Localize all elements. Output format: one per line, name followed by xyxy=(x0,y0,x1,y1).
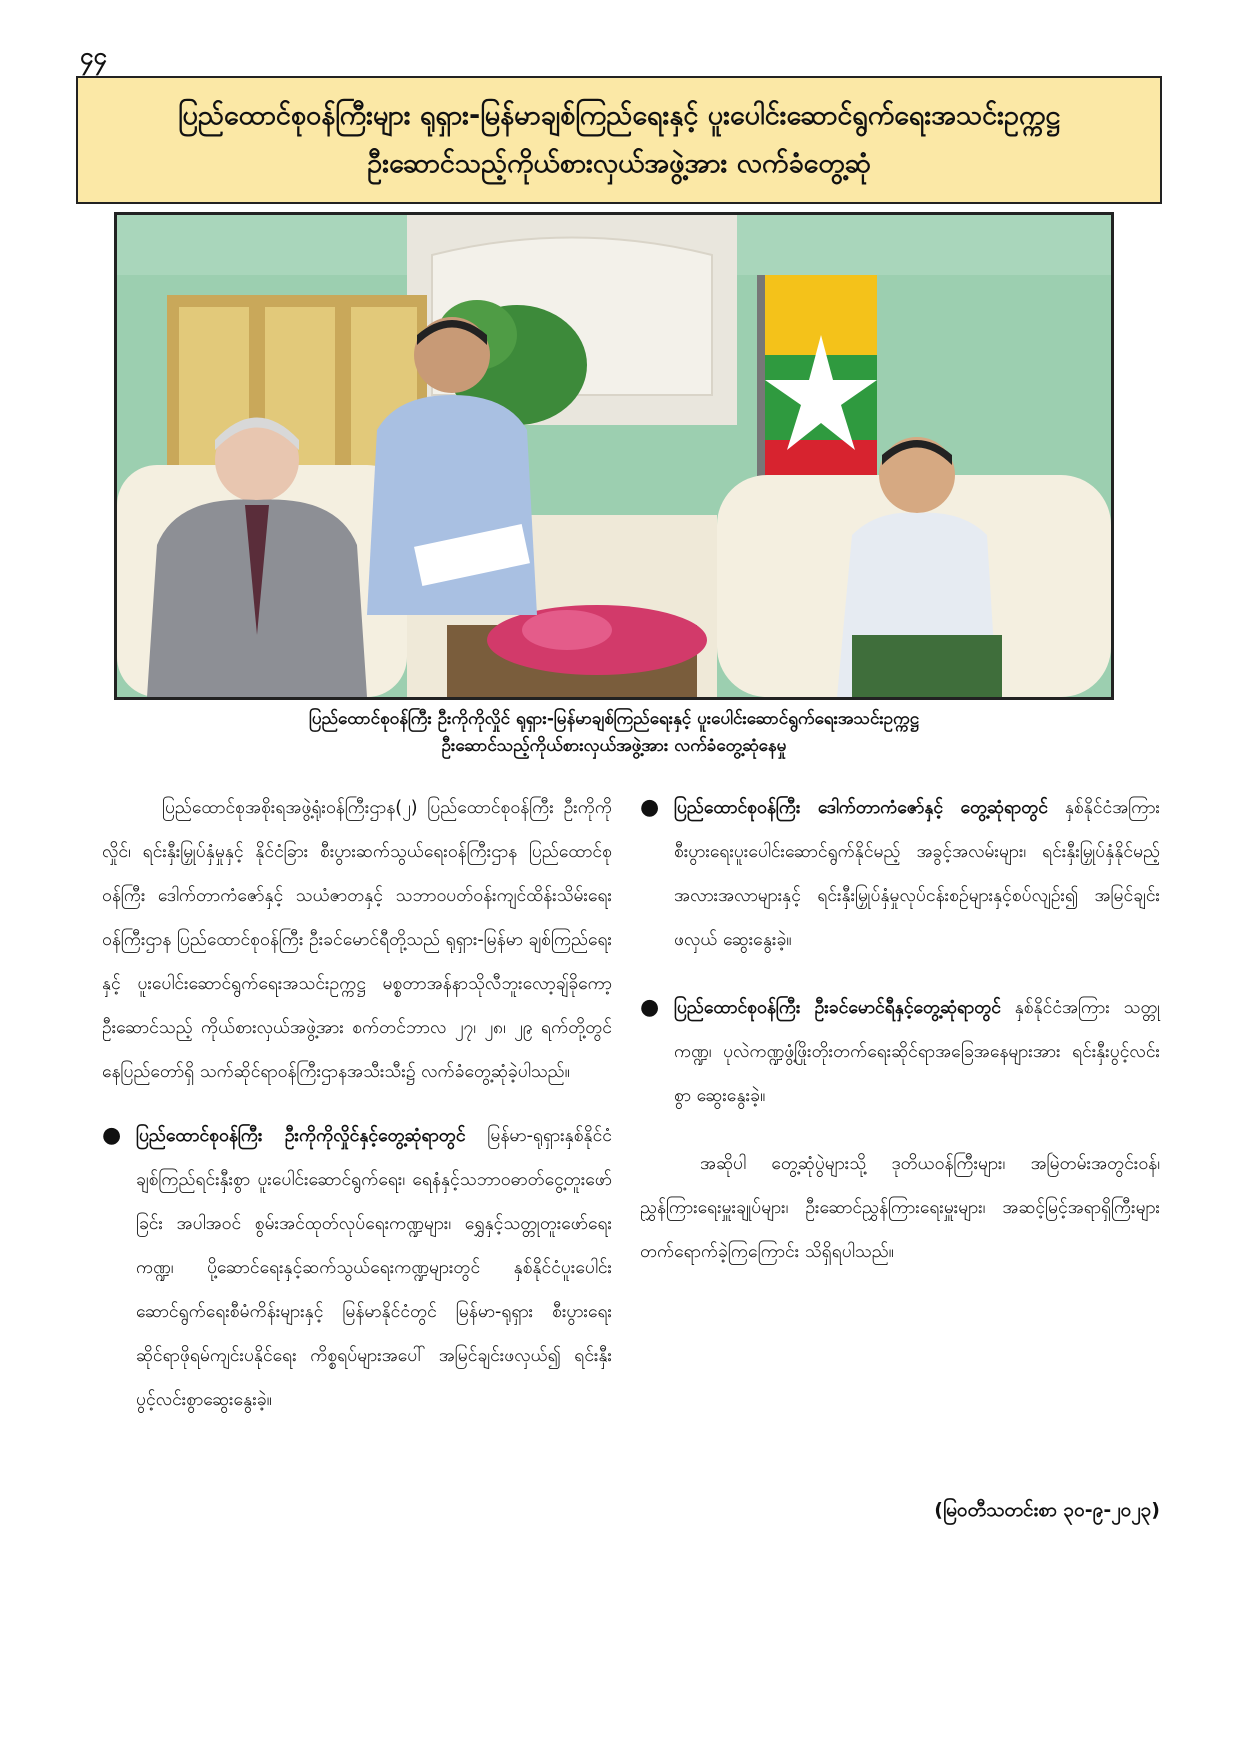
right-column xyxy=(640,786,1160,1294)
meeting-photo xyxy=(114,212,1114,700)
headline-box xyxy=(76,76,1162,204)
caption-line-2: ဦးဆောင်သည့်ကိုယ်စားလှယ်အဖွဲ့အား လက်ခံတွေ့ဆုံနေမှု xyxy=(441,736,787,756)
bullet-item xyxy=(640,786,1160,962)
bullet-text: နှစ်နိုင်ငံအကြား သတ္တုကဏ္ဍ၊ ပုလဲကဏ္ဍဖွံ့ဖြိုးတိုးတက်ရေးဆိုင်ရာအခြေအနေများအား ရင်းနှီးပွင့်လင်းစွာ ဆွေးနွေးခဲ့။ xyxy=(674,998,1161,1106)
bullet-item xyxy=(102,1114,612,1422)
intro-paragraph: ပြည်ထောင်စုအစိုးရအဖွဲ့ရုံးဝန်ကြီးဌာန(၂) ပြည်ထောင်စုဝန်ကြီး ဦးကိုကိုလှိုင်၊ ရင်းနှီးမြှုပ်နှံမှုနှင့် နိုင်ငံခြား စီးပွားဆက်သွယ်ရေးဝန်ကြီးဌာန ပြည်ထောင်စုဝန်ကြီး ဒေါက်တာကံဇော်နှင့် သယံဇာတနှင့် သဘာဝပတ်ဝန်းကျင်ထိန်းသိမ်းရေးဝန်ကြီးဌာန ပြည်ထောင်စုဝန်ကြီး ဦးခင်မောင်ရီတို့သည် ရုရှား-မြန်မာ ချစ်ကြည်ရေးနှင့် ပူးပေါင်းဆောင်ရွက်ရေးအသင်းဥက္ကဋ္ဌ မစ္စတာအန်နာသိုလီဘူးလော့ချ်ခိုကော့ ဦးဆောင်သည့် ကိုယ်စားလှယ်အဖွဲ့အား စက်တင်ဘာလ ၂၇၊ ၂၈၊ ၂၉ ရက်တို့တွင် နေပြည်တော်ရှိ သက်ဆိုင်ရာဝန်ကြီးဌာနအသီးသီး၌ လက်ခံတွေ့ဆုံခဲ့ပါသည်။ xyxy=(102,798,612,1082)
page-number: ၄၄ xyxy=(80,42,107,70)
bullet-dot-icon: ● xyxy=(102,1123,122,1148)
bullet-item xyxy=(640,986,1160,1118)
bullet-lead: ပြည်ထောင်စုဝန်ကြီး ဦးကိုကိုလှိုင်နှင့်တွေ့ဆုံရာတွင် xyxy=(136,1126,466,1146)
closing-paragraph: အဆိုပါ တွေ့ဆုံပွဲများသို့ ဒုတိယဝန်ကြီးများ၊ အမြဲတမ်းအတွင်းဝန်၊ ညွှန်ကြားရေးမှူးချုပ်များ၊ ဦးဆောင်ညွှန်ကြားရေးမှူးများ၊ အဆင့်မြင့်အရာရှိကြီးများ တက်ရောက်ခဲ့ကြကြောင်း သိရှိရပါသည်။ xyxy=(640,1154,1160,1262)
bullet-dot-icon: ● xyxy=(640,995,660,1020)
bullet-text: မြန်မာ-ရုရှားနှစ်နိုင်ငံ ချစ်ကြည်ရင်းနှီးစွာ ပူးပေါင်းဆောင်ရွက်ရေး၊ ရေနံနှင့်သဘာဝဓာတ်ငွေ့တူးဖော်ခြင်း အပါအဝင် စွမ်းအင်ထုတ်လုပ်ရေးကဏ္ဍများ၊ ရွှေနှင့်သတ္တုတူးဖော်ရေးကဏ္ဍ၊ ပို့ဆောင်ရေးနှင့်ဆက်သွယ်ရေးကဏ္ဍများတွင် နှစ်နိုင်ငံပူးပေါင်းဆောင်ရွက်ရေးစီမံကိန်းများနှင့် မြန်မာနိုင်ငံတွင် မြန်မာ-ရုရှား စီးပွားရေးဆိုင်ရာဖိုရမ်ကျင်းပနိုင်ရေး ကိစ္စရပ်များအပေါ် အမြင်ချင်းဖလှယ်၍ ရင်းနှီးပွင့်လင်းစွာဆွေးနွေးခဲ့။ xyxy=(136,1126,612,1410)
headline-line-2: ဦးဆောင်သည့်ကိုယ်စားလှယ်အဖွဲ့အား လက်ခံတွေ့ဆုံ xyxy=(367,148,871,179)
caption-line-1: ပြည်ထောင်စုဝန်ကြီး ဦးကိုကိုလှိုင် ရုရှား-မြန်မာချစ်ကြည်ရေးနှင့် ပူးပေါင်းဆောင်ရွက်ရေးအသင်းဥက္ကဋ္ဌ xyxy=(309,709,919,729)
bullet-lead: ပြည်ထောင်စုဝန်ကြီး ဦးခင်မောင်ရီနှင့်တွေ့ဆုံရာတွင် xyxy=(674,998,1001,1018)
source-citation: (မြဝတီသတင်းစာ ၃၀-၉-၂၀၂၃) xyxy=(934,1499,1160,1521)
bullet-text: နှစ်နိုင်ငံအကြား စီးပွားရေးပူးပေါင်းဆောင်ရွက်နိုင်မည့် အခွင့်အလမ်းများ၊ ရင်းနှီးမြှုပ်နှံနိုင်မည့်အလားအလာများနှင့် ရင်းနှီးမြှုပ်နှံမှုလုပ်ငန်းစဉ်များနှင့်စပ်လျဉ်း၍ အမြင်ချင်းဖလှယ် ဆွေးနွေးခဲ့။ xyxy=(674,798,1160,950)
bullet-dot-icon: ● xyxy=(640,795,660,820)
headline-line-1: ပြည်ထောင်စုဝန်ကြီးများ ရုရှား-မြန်မာချစ်ကြည်ရေးနှင့် ပူးပေါင်းဆောင်ရွက်ရေးအသင်းဥက္ကဋ္ဌ xyxy=(177,100,1061,131)
bullet-lead: ပြည်ထောင်စုဝန်ကြီး ဒေါက်တာကံဇော်နှင့် တွေ့ဆုံရာတွင် xyxy=(674,798,1048,818)
left-column xyxy=(102,786,612,1446)
photo-caption xyxy=(114,706,1114,760)
